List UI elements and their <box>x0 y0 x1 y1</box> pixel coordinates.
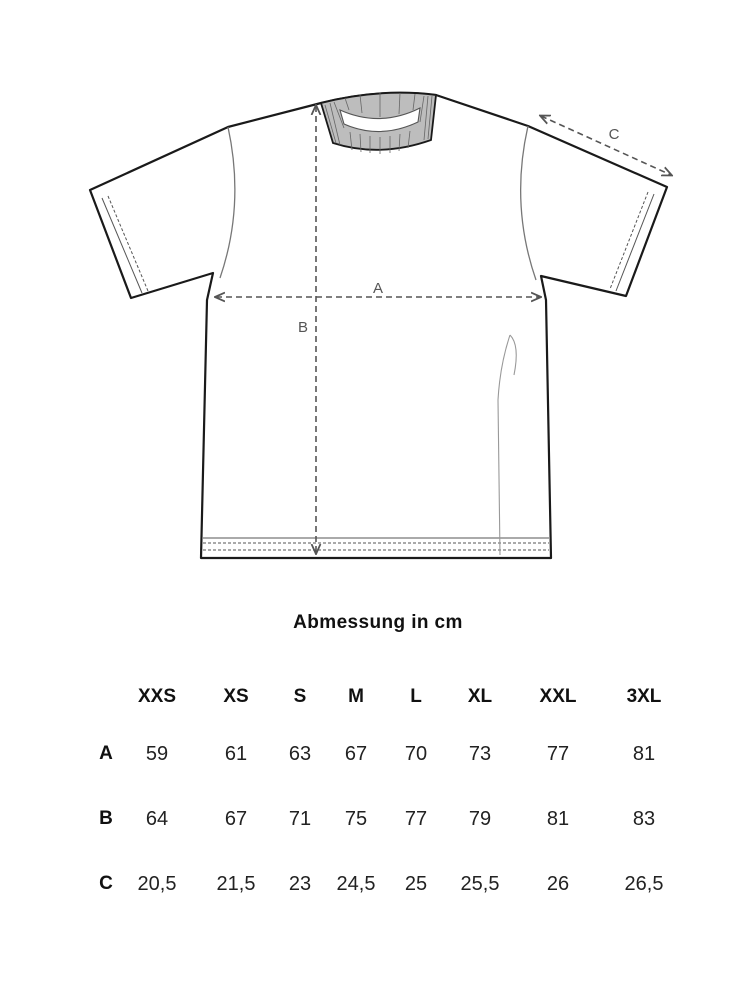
size-header-xxl: XXL <box>539 686 577 707</box>
value-b-m: 75 <box>344 808 368 830</box>
value-a-xs: 61 <box>224 743 248 765</box>
value-c-xxs: 20,5 <box>137 873 177 895</box>
value-b-s: 71 <box>288 808 312 830</box>
size-header-s: S <box>293 686 307 707</box>
value-c-xxl: 26 <box>546 873 570 895</box>
size-header-3xl: 3XL <box>626 686 662 707</box>
value-c-3xl: 26,5 <box>624 873 664 895</box>
value-c-l: 25 <box>404 873 428 895</box>
size-header-xs: XS <box>223 686 249 707</box>
row-label-c: C <box>99 873 113 894</box>
value-c-m: 24,5 <box>336 873 376 895</box>
value-c-s: 23 <box>288 873 312 895</box>
row-label-a: A <box>99 743 113 764</box>
value-b-3xl: 83 <box>632 808 656 830</box>
value-c-xs: 21,5 <box>216 873 256 895</box>
tshirt-outline <box>90 93 667 558</box>
size-header-xl: XL <box>467 686 493 707</box>
value-b-xxl: 81 <box>546 808 570 830</box>
value-a-l: 70 <box>404 743 428 765</box>
measurement-b-label: B <box>297 319 309 336</box>
value-c-xl: 25,5 <box>460 873 500 895</box>
value-a-m: 67 <box>344 743 368 765</box>
size-header-l: L <box>410 686 422 707</box>
table-title: Abmessung in cm <box>293 612 463 633</box>
value-b-xs: 67 <box>224 808 248 830</box>
value-a-3xl: 81 <box>632 743 656 765</box>
value-b-xl: 79 <box>468 808 492 830</box>
value-a-xxs: 59 <box>145 743 169 765</box>
measurement-c-label: C <box>608 126 620 143</box>
size-header-m: M <box>348 686 364 707</box>
value-b-l: 77 <box>404 808 428 830</box>
value-a-xxl: 77 <box>546 743 570 765</box>
value-a-xl: 73 <box>468 743 492 765</box>
size-header-xxs: XXS <box>137 686 177 707</box>
measurement-a-label: A <box>372 280 384 297</box>
value-a-s: 63 <box>288 743 312 765</box>
value-b-xxs: 64 <box>145 808 169 830</box>
row-label-b: B <box>99 808 113 829</box>
